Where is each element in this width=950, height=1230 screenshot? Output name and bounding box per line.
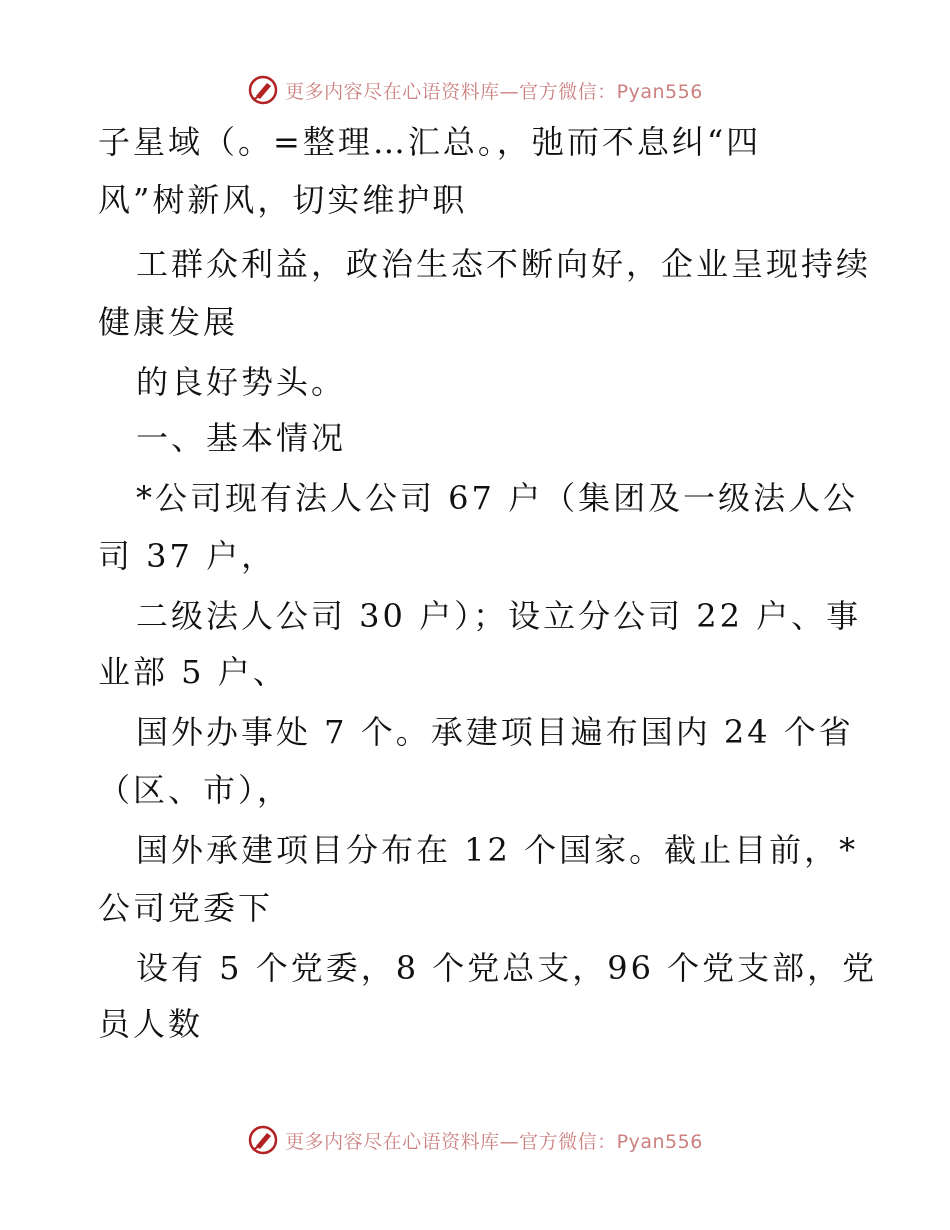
watermark-text: 更多内容尽在心语资料库—官方微信：Pyan556	[285, 80, 703, 103]
text-line: 国外承建项目分布在 12 个国家。截止目前，*	[136, 831, 859, 869]
text-line: 健康发展	[98, 303, 239, 341]
text-line: （区、市），	[98, 771, 293, 809]
logo-icon	[247, 1124, 279, 1156]
text-line: 员人数	[98, 1005, 204, 1043]
text-line: *公司现有法人公司 67 户（集团及一级法人公	[136, 479, 859, 517]
section-heading: 一、基本情况	[136, 419, 347, 457]
text-line: 业部 5 户、	[98, 653, 288, 691]
logo-icon	[247, 74, 279, 106]
text-line: 设有 5 个党委，8 个党总支，96 个党支部，党	[136, 949, 878, 987]
text-line: 国外办事处 7 个。承建项目遍布国内 24 个省	[136, 713, 854, 751]
text-line: 公司党委下	[98, 889, 274, 927]
text-line: 子星域（。=整理…汇总。，弛而不息纠“四	[98, 123, 762, 161]
text-line: 司 37 户，	[98, 537, 277, 575]
text-line: 二级法人公司 30 户）；设立分公司 22 户、事	[136, 597, 862, 635]
text-line: 风”树新风，切实维护职	[98, 181, 468, 219]
text-line: 工群众利益，政治生态不断向好，企业呈现持续	[136, 245, 872, 283]
header-watermark	[0, 70, 950, 110]
watermark-text: 更多内容尽在心语资料库—官方微信：Pyan556	[285, 1130, 703, 1153]
text-line: 的良好势头。	[136, 363, 347, 401]
footer-watermark	[0, 1120, 950, 1160]
